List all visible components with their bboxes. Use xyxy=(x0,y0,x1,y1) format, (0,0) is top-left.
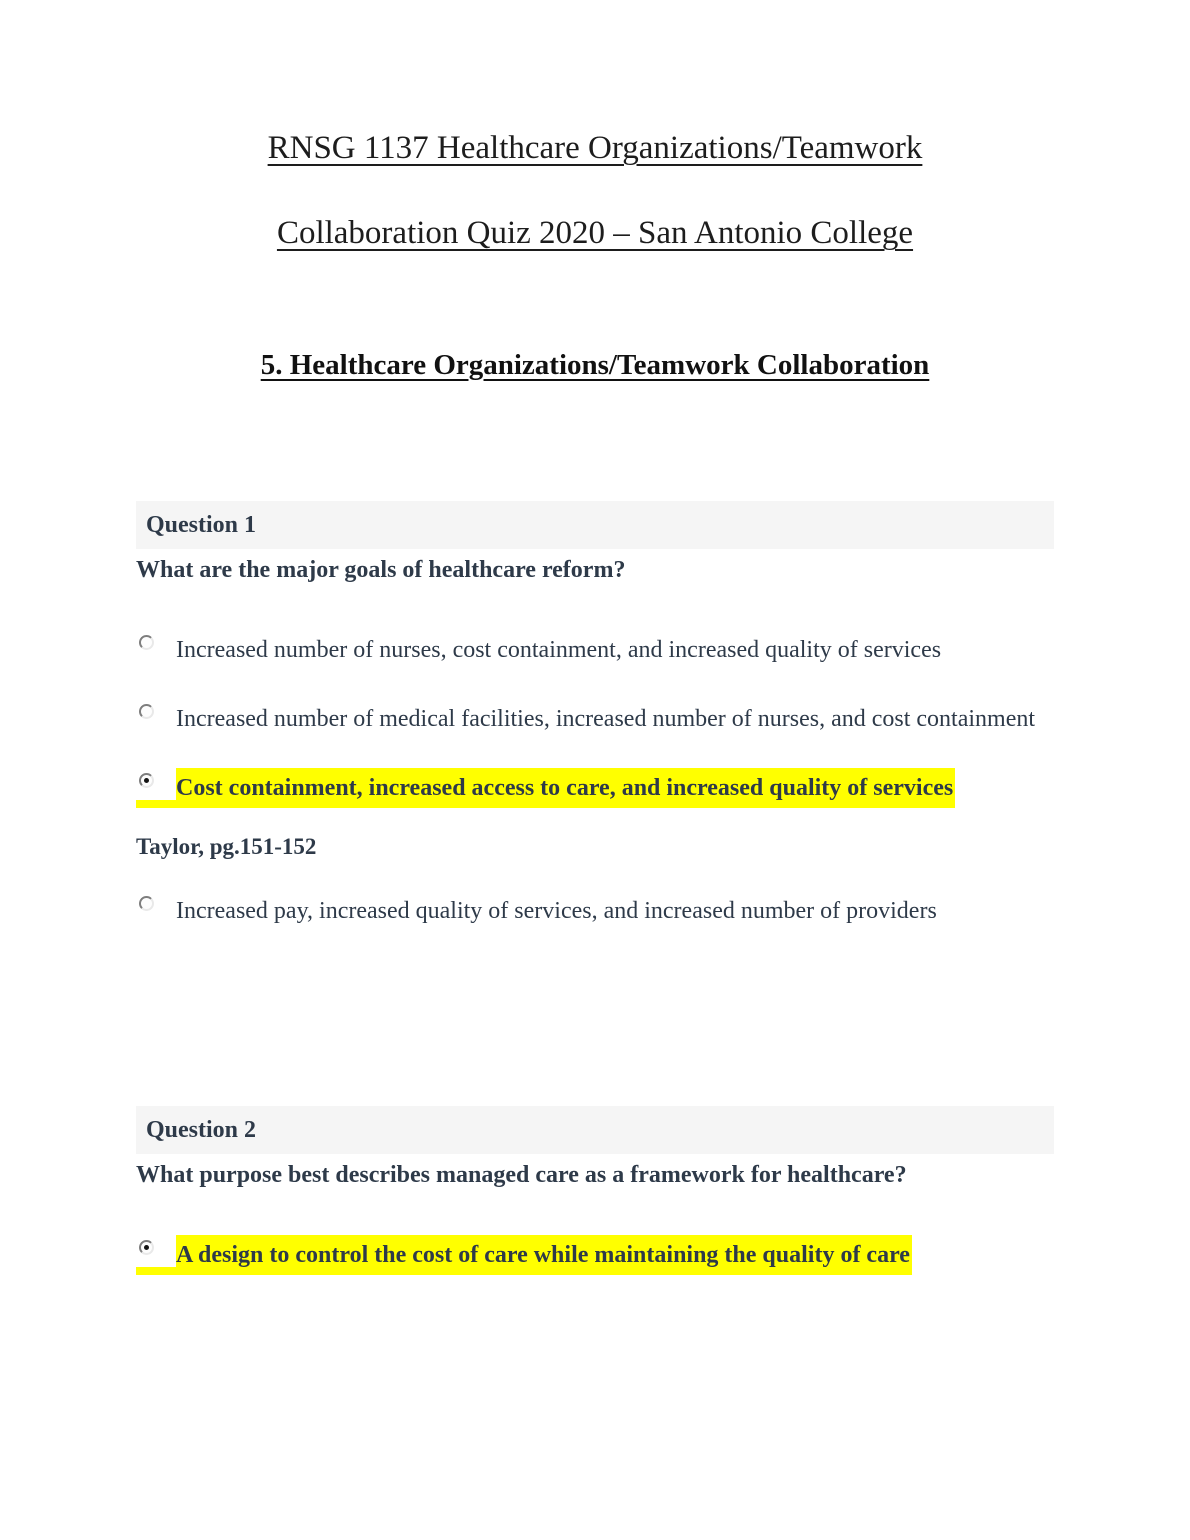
radio-button-selected[interactable] xyxy=(139,1240,154,1255)
question-1-header: Question 1 xyxy=(136,501,1054,549)
answer-highlight xyxy=(136,1235,912,1275)
section-heading xyxy=(136,349,1054,382)
option-label: A design to control the cost of care while maintaining the quality of care xyxy=(176,1241,910,1268)
answer-highlight xyxy=(136,768,955,808)
radio-button[interactable] xyxy=(139,704,154,719)
question-1-options xyxy=(136,623,1054,939)
radio-cell xyxy=(136,694,176,731)
option-row xyxy=(136,623,1054,678)
question-2-header: Question 2 xyxy=(136,1106,1054,1154)
option-label: Increased number of nurses, cost containment, and increased quality of services xyxy=(176,636,942,663)
question-1-prompt: What are the major goals of healthcare reform? xyxy=(136,556,626,583)
reference-note: Taylor, pg.151-152 xyxy=(136,833,317,859)
page-title-line-1: RNSG 1137 Healthcare Organizations/Teamwork xyxy=(267,130,923,166)
option-row-correct-answer xyxy=(136,1228,1054,1283)
option-row xyxy=(136,884,1054,939)
radio-cell xyxy=(136,1230,176,1267)
question-2-prompt: What purpose best describes managed care as a framework for healthcare? xyxy=(136,1161,907,1188)
question-1 xyxy=(136,501,1054,939)
radio-cell xyxy=(136,886,176,923)
page-title xyxy=(136,128,1054,255)
section-heading-text: 5. Healthcare Organizations/Teamwork Collaboration xyxy=(260,348,930,381)
radio-button-selected[interactable] xyxy=(139,773,154,788)
question-2 xyxy=(136,1106,1054,1283)
radio-cell xyxy=(136,763,176,800)
page-title-line-2: Collaboration Quiz 2020 – San Antonio College xyxy=(276,215,914,252)
radio-cell xyxy=(136,625,176,662)
option-row-correct-answer xyxy=(136,761,1054,816)
radio-button[interactable] xyxy=(139,635,154,650)
radio-button[interactable] xyxy=(139,896,154,911)
question-2-options xyxy=(136,1228,1054,1283)
option-label: Increased pay, increased quality of services, and increased number of providers xyxy=(176,897,937,924)
option-row xyxy=(136,692,1054,747)
option-label: Increased number of medical facilities, increased number of nurses, and cost containment xyxy=(176,705,1036,732)
option-label: Cost containment, increased access to care, and increased quality of services xyxy=(176,774,954,801)
